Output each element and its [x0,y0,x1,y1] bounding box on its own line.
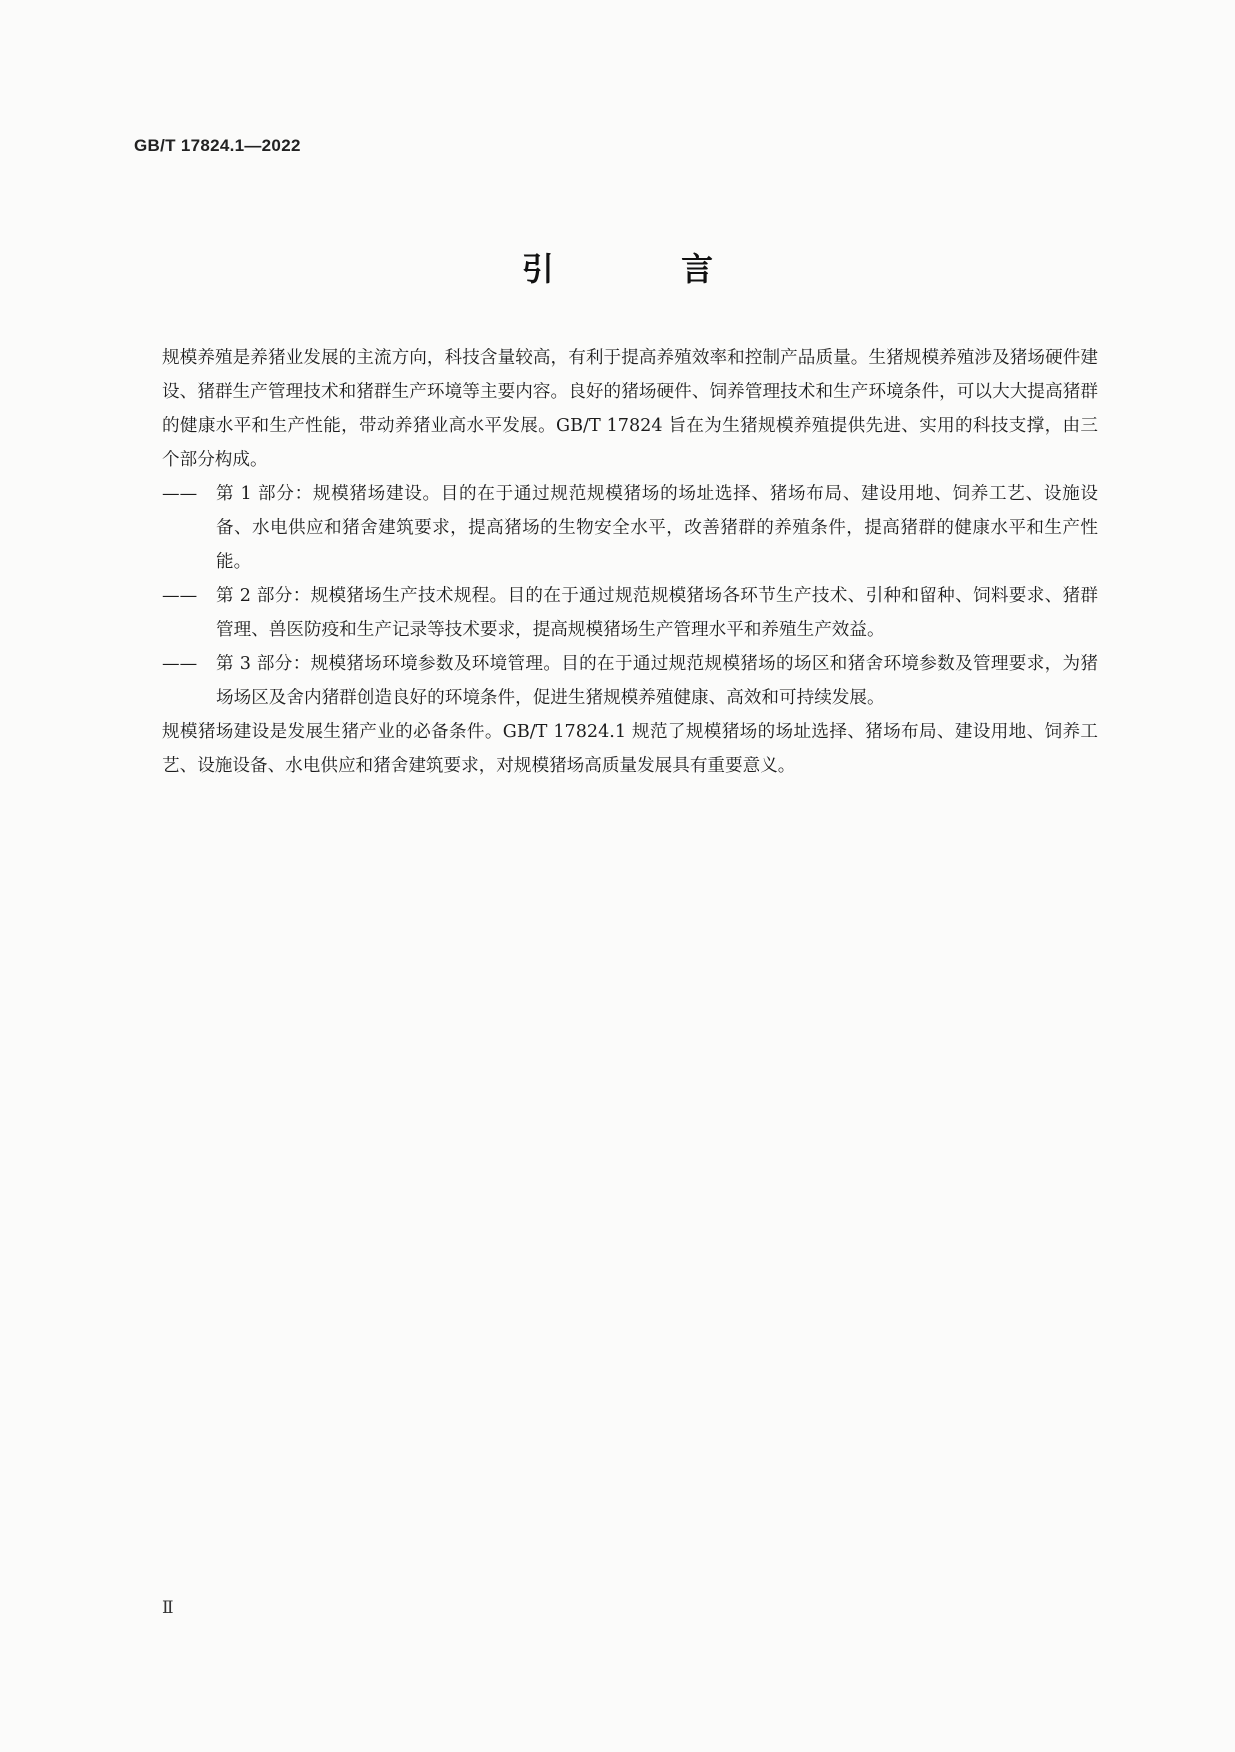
list-dash: —— [162,654,198,674]
paragraph-text: 规模猪场建设是发展生猪产业的必备条件。GB/T 17824.1 规范了规模猪场的场址选择、猪场布局、建设用地、饲养工艺、设施设备、水电供应和猪舍建筑要求，对规模猪场高质量发展具有重要意义。 [162,722,1098,776]
standard-code: GB/T 17824.1—2022 [134,136,301,155]
paragraph-text: 规模养殖是养猪业发展的主流方向，科技含量较高，有利于提高养殖效率和控制产品质量。生猪规模养殖涉及猪场硬件建设、猪群生产管理技术和猪群生产环境等主要内容。良好的猪场硬件、饲养管理技术和生产环境条件，可以大大提高猪群的健康水平和生产性能，带动养猪业高水平发展。GB/T 17824 旨在为生猪规模养殖提供先进、实用的科技支撑，由三个部分构成。 [162,348,1098,470]
list-item-part-3 [162,647,1098,715]
list-item-part-2 [162,579,1098,647]
list-item-text: 第 3 部分：规模猪场环境参数及环境管理。目的在于通过规范规模猪场的场区和猪舍环境参数及管理要求，为猪场场区及舍内猪群创造良好的环境条件，促进生猪规模养殖健康、高效和可持续发展。 [216,654,1098,708]
list-item-text: 第 2 部分：规模猪场生产技术规程。目的在于通过规范规模猪场各环节生产技术、引种和留种、饲料要求、猪群管理、兽医防疫和生产记录等技术要求，提高规模猪场生产管理水平和养殖生产效益。 [216,586,1098,640]
page-number: Ⅱ [162,1598,174,1618]
introduction-body [162,341,1098,783]
page-title: 引 言 [521,250,772,288]
intro-paragraph-1 [162,341,1098,477]
list-item-text: 第 1 部分：规模猪场建设。目的在于通过规范规模猪场的场址选择、猪场布局、建设用地、饲养工艺、设施设备、水电供应和猪舍建筑要求，提高猪场的生物安全水平，改善猪群的养殖条件，提高猪群的健康水平和生产性能。 [216,484,1098,572]
intro-paragraph-2 [162,715,1098,783]
list-dash: —— [162,484,198,504]
list-item-part-1 [162,477,1098,579]
list-dash: —— [162,586,198,606]
